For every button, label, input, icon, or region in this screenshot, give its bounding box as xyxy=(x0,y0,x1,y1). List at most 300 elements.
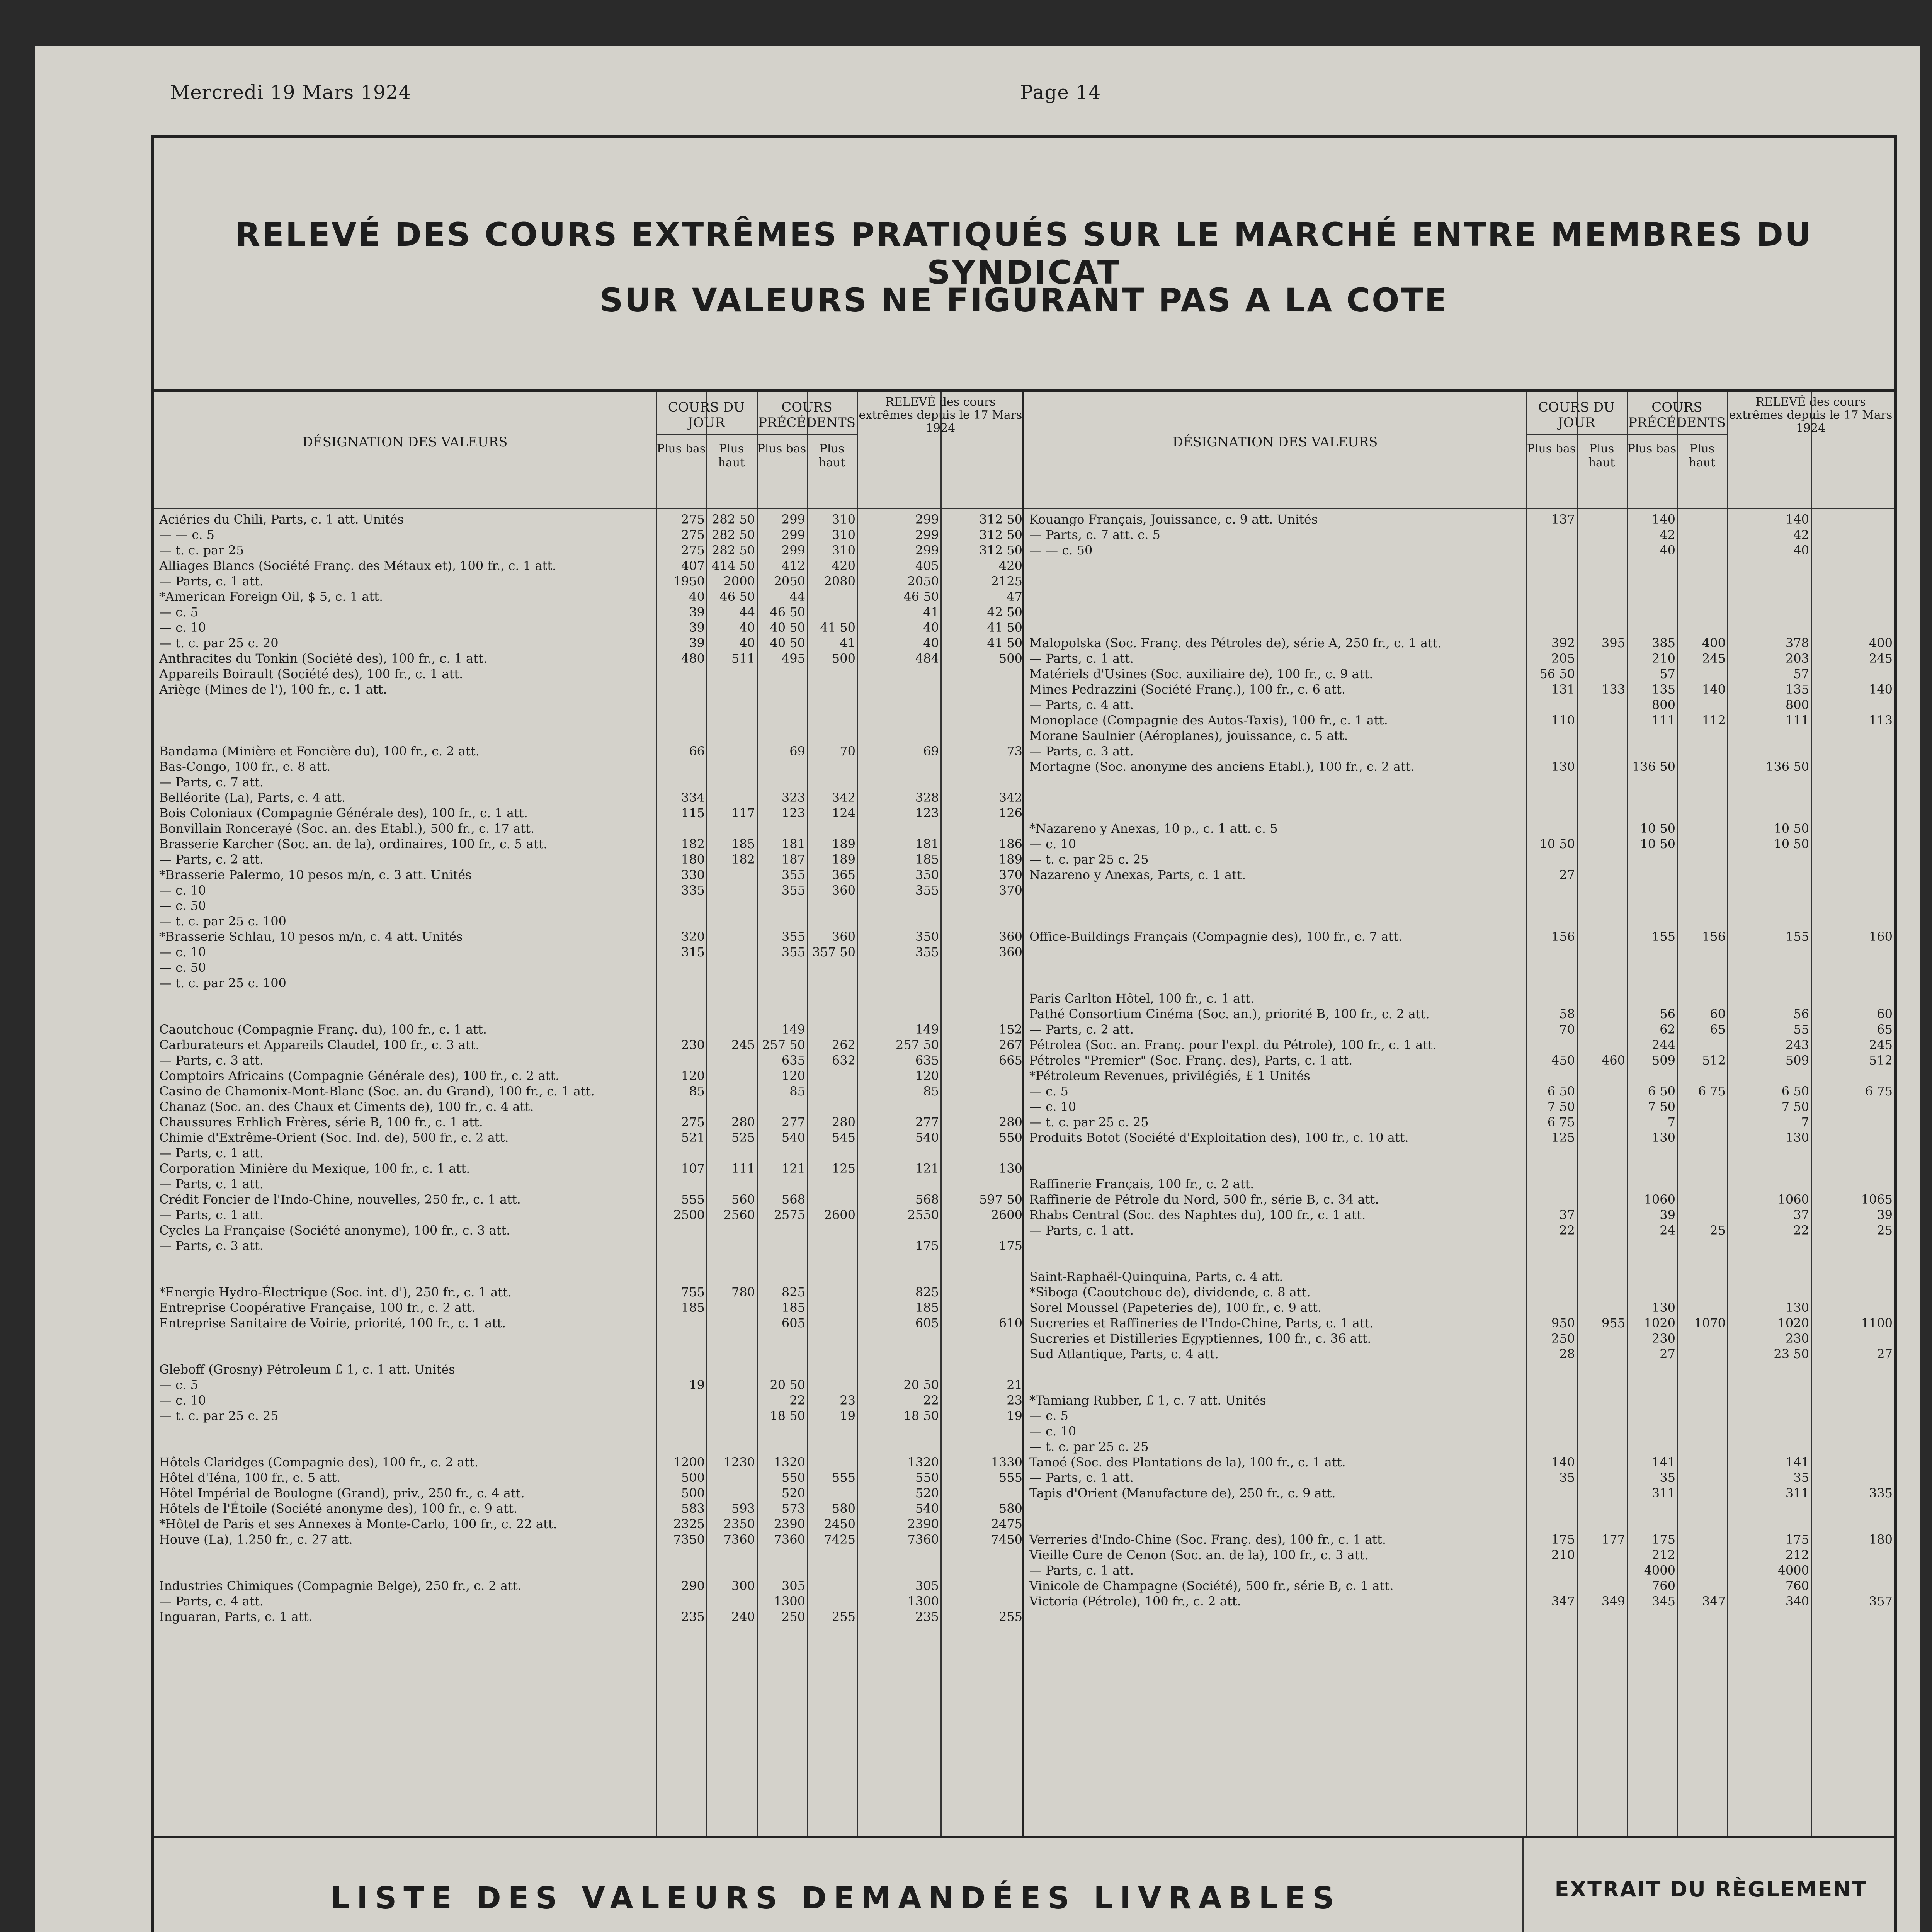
row-value xyxy=(857,1563,940,1578)
table-row xyxy=(154,620,1024,635)
row-value xyxy=(1526,1733,1577,1748)
row-value xyxy=(940,1176,1024,1192)
row-value: 120 xyxy=(915,1068,939,1083)
table-row xyxy=(1024,1501,1894,1516)
row-designation: Sorel Moussel (Papeteries de), 100 fr., c. 9 att. xyxy=(1029,1300,1321,1315)
row-value xyxy=(807,1439,857,1454)
row-value: 378 xyxy=(1785,636,1809,650)
row-value xyxy=(1627,1238,1677,1253)
row-designation xyxy=(1024,1733,1526,1748)
row-value xyxy=(656,960,706,975)
row-value xyxy=(1727,1393,1811,1408)
row-value xyxy=(1727,883,1811,898)
row-value xyxy=(940,960,1024,975)
row-value xyxy=(1577,1284,1627,1300)
row-value xyxy=(940,1563,1024,1578)
row-value: 130 xyxy=(1651,1130,1675,1145)
row-value xyxy=(940,682,1024,697)
table-row xyxy=(154,929,1024,944)
table-row xyxy=(154,1454,1024,1470)
row-value: 180 xyxy=(681,852,705,867)
releve-header: RELEVÉ des cours extrêmes depuis le 17 Mars 1924 xyxy=(1729,395,1893,435)
row-value xyxy=(857,1176,940,1192)
table-row xyxy=(1024,1485,1894,1501)
row-value xyxy=(1811,1702,1894,1717)
plus-haut-header: Plus haut xyxy=(718,442,745,469)
row-value xyxy=(807,1362,857,1377)
table-row xyxy=(154,1624,1024,1640)
row-value xyxy=(1727,1176,1811,1192)
row-value: 2390 xyxy=(907,1517,939,1531)
row-value xyxy=(1627,1284,1677,1300)
table-row xyxy=(1024,1207,1894,1223)
table-row xyxy=(1024,1671,1894,1686)
row-designation: Monoplace (Compagnie des Autos-Taxis), 100 fr., c. 1 att. xyxy=(1029,713,1388,728)
row-value xyxy=(1811,1068,1894,1083)
table-row xyxy=(1024,805,1894,821)
row-value xyxy=(1526,944,1577,960)
row-value xyxy=(706,1022,757,1037)
row-value: 160 xyxy=(1869,929,1893,944)
row-value: 525 xyxy=(731,1130,755,1145)
row-value xyxy=(757,1624,807,1640)
row-value: 2550 xyxy=(907,1208,939,1222)
table-row xyxy=(154,1686,1024,1702)
row-value xyxy=(857,774,940,790)
row-value xyxy=(1526,1640,1577,1655)
row-value: 244 xyxy=(1651,1037,1675,1052)
row-value xyxy=(1677,620,1727,635)
row-value: 39 xyxy=(689,605,705,619)
row-value xyxy=(1526,1439,1577,1454)
row-value xyxy=(1811,790,1894,805)
row-value xyxy=(940,898,1024,913)
row-value xyxy=(1811,743,1894,759)
row-value: 299 xyxy=(781,527,805,542)
row-value xyxy=(757,960,807,975)
row-value xyxy=(656,1269,706,1284)
row-value xyxy=(1677,1238,1727,1253)
row-value xyxy=(940,1145,1024,1161)
row-value xyxy=(1627,1439,1677,1454)
row-value: 85 xyxy=(689,1084,705,1099)
row-value xyxy=(807,1563,857,1578)
row-designation xyxy=(154,728,656,743)
row-value xyxy=(1727,589,1811,604)
row-value: 245 xyxy=(1702,651,1726,666)
table-row xyxy=(1024,1053,1894,1068)
row-value xyxy=(757,1423,807,1439)
row-value: 7360 xyxy=(907,1532,939,1547)
table-row xyxy=(1024,1145,1894,1161)
row-value xyxy=(1811,1238,1894,1253)
row-value: 573 xyxy=(781,1501,805,1516)
row-value xyxy=(1627,774,1677,790)
row-value xyxy=(706,991,757,1006)
row-value: 39 xyxy=(689,620,705,635)
table-row xyxy=(1024,666,1894,682)
row-value: 10 50 xyxy=(1640,837,1675,851)
row-value xyxy=(940,1068,1024,1083)
plus-haut-header: Plus haut xyxy=(818,442,845,469)
row-value: 280 xyxy=(832,1115,855,1129)
table-row xyxy=(1024,728,1894,743)
row-value: 27 xyxy=(1559,867,1575,882)
table-row xyxy=(154,1578,1024,1594)
row-value xyxy=(1627,620,1677,635)
row-value: 755 xyxy=(681,1285,705,1299)
row-value xyxy=(1627,1393,1677,1408)
row-designation: Appareils Boirault (Société des), 100 fr., c. 1 att. xyxy=(159,667,463,681)
row-value: 2575 xyxy=(774,1208,805,1222)
row-value xyxy=(1727,1253,1811,1269)
row-designation: — c. 5 xyxy=(159,605,198,619)
row-value xyxy=(1526,1192,1577,1207)
table-row xyxy=(154,682,1024,697)
row-value: 315 xyxy=(681,945,705,959)
row-value: 112 xyxy=(1702,713,1726,728)
row-value: 24 xyxy=(1660,1223,1675,1238)
row-value: 175 xyxy=(1651,1532,1675,1547)
row-value xyxy=(1526,1393,1577,1408)
table-row xyxy=(154,1655,1024,1671)
table-row xyxy=(1024,682,1894,697)
table-row xyxy=(1024,774,1894,790)
row-value xyxy=(807,1454,857,1470)
row-value: 1070 xyxy=(1694,1316,1726,1330)
row-value xyxy=(706,1485,757,1501)
row-value: 230 xyxy=(681,1037,705,1052)
row-value xyxy=(940,1253,1024,1269)
row-value xyxy=(656,1423,706,1439)
table-row xyxy=(1024,790,1894,805)
row-value: 189 xyxy=(998,852,1022,867)
row-value: 7450 xyxy=(991,1532,1022,1547)
row-value xyxy=(857,666,940,682)
row-value: 23 50 xyxy=(1774,1347,1809,1361)
table-row xyxy=(1024,1717,1894,1733)
row-value xyxy=(1577,543,1627,558)
row-value xyxy=(1577,1300,1627,1315)
table-row xyxy=(1024,604,1894,620)
row-value xyxy=(807,1686,857,1702)
row-value: 275 xyxy=(681,512,705,527)
row-value xyxy=(1526,991,1577,1006)
row-value xyxy=(706,697,757,713)
row-value xyxy=(1577,512,1627,527)
row-value: 25 xyxy=(1710,1223,1726,1238)
row-value xyxy=(1627,852,1677,867)
row-value: 121 xyxy=(781,1161,805,1176)
row-value xyxy=(1577,1748,1627,1764)
row-value xyxy=(1577,790,1627,805)
row-designation xyxy=(154,1563,656,1578)
row-value xyxy=(1577,713,1627,728)
table-row xyxy=(1024,759,1894,774)
row-value xyxy=(656,913,706,929)
row-value xyxy=(807,604,857,620)
plus-haut-header: Plus haut xyxy=(1689,442,1716,469)
row-value xyxy=(940,1346,1024,1362)
row-value: 41 50 xyxy=(820,620,855,635)
row-value xyxy=(807,1145,857,1161)
row-value xyxy=(807,1022,857,1037)
row-value: 632 xyxy=(832,1053,855,1068)
row-value: 2475 xyxy=(991,1517,1022,1531)
row-value xyxy=(1577,1253,1627,1269)
row-value xyxy=(757,1331,807,1346)
table-row xyxy=(154,1408,1024,1423)
row-value: 2350 xyxy=(723,1517,755,1531)
table-row xyxy=(154,1207,1024,1223)
row-value xyxy=(757,1671,807,1686)
row-value: 120 xyxy=(681,1068,705,1083)
row-value: 312 50 xyxy=(979,512,1022,527)
row-value: 120 xyxy=(781,1068,805,1083)
row-value: 175 xyxy=(1551,1532,1575,1547)
row-value: 760 xyxy=(1651,1578,1675,1593)
row-value xyxy=(807,1594,857,1609)
row-value xyxy=(1677,821,1727,836)
row-value xyxy=(1727,1408,1811,1423)
row-value: 305 xyxy=(781,1578,805,1593)
row-designation: — Parts, c. 4 att. xyxy=(1029,697,1134,712)
row-value: 21 xyxy=(1007,1378,1022,1392)
row-value xyxy=(656,713,706,728)
row-value: 10 50 xyxy=(1539,837,1575,851)
row-value: 23 xyxy=(1007,1393,1022,1408)
row-value xyxy=(1526,1485,1577,1501)
row-value xyxy=(1577,1454,1627,1470)
table-row xyxy=(154,1315,1024,1331)
row-designation xyxy=(1024,805,1526,821)
page-date: Mercredi 19 Mars 1924 xyxy=(170,81,412,104)
row-value: 243 xyxy=(1785,1037,1809,1052)
row-designation: Malopolska (Soc. Franç. des Pétroles de), série A, 250 fr., c. 1 att. xyxy=(1029,636,1442,650)
row-value xyxy=(807,1284,857,1300)
row-value: 1020 xyxy=(1777,1316,1809,1330)
row-value xyxy=(706,1269,757,1284)
row-value xyxy=(857,1671,940,1686)
row-value xyxy=(1526,1161,1577,1176)
row-designation: — t. c. par 25 c. 20 xyxy=(159,636,279,650)
row-value xyxy=(1577,1501,1627,1516)
row-value xyxy=(1577,573,1627,589)
row-value: 182 xyxy=(731,852,755,867)
table-row xyxy=(1024,1516,1894,1532)
row-value xyxy=(1727,1377,1811,1393)
row-designation xyxy=(1024,1516,1526,1532)
cours-du-jour-header: COURS DU JOUR xyxy=(668,400,745,430)
row-value: 4000 xyxy=(1777,1563,1809,1578)
row-value xyxy=(1577,1207,1627,1223)
table-row xyxy=(1024,1423,1894,1439)
row-designation xyxy=(154,697,656,713)
row-value xyxy=(1526,1176,1577,1192)
row-value: 605 xyxy=(781,1316,805,1330)
row-value: 40 xyxy=(923,636,939,650)
row-designation xyxy=(1024,604,1526,620)
row-value: 1320 xyxy=(774,1455,805,1469)
row-value xyxy=(1577,1408,1627,1423)
row-value xyxy=(1577,1346,1627,1362)
row-value xyxy=(1577,1068,1627,1083)
row-value xyxy=(706,1671,757,1686)
row-designation xyxy=(154,1733,656,1748)
row-value xyxy=(706,1331,757,1346)
row-value: 113 xyxy=(1869,713,1893,728)
row-value: 312 50 xyxy=(979,527,1022,542)
row-value xyxy=(1677,1547,1727,1563)
row-value: 7 xyxy=(1801,1115,1809,1129)
table-row xyxy=(1024,1563,1894,1578)
row-value xyxy=(807,1702,857,1717)
row-designation: Entreprise Sanitaire de Voirie, priorité, 100 fr., c. 1 att. xyxy=(159,1316,506,1330)
row-value xyxy=(1526,1377,1577,1393)
row-value xyxy=(706,1377,757,1393)
table-row xyxy=(154,1501,1024,1516)
row-value xyxy=(1526,728,1577,743)
row-value xyxy=(1577,1671,1627,1686)
row-value xyxy=(706,1300,757,1315)
row-value: 115 xyxy=(681,806,705,820)
row-value xyxy=(807,1547,857,1563)
table-row xyxy=(1024,975,1894,991)
row-value: 299 xyxy=(781,512,805,527)
header-rule xyxy=(656,434,857,435)
row-value: 47 xyxy=(1007,589,1022,604)
row-value xyxy=(757,682,807,697)
row-value xyxy=(1577,1037,1627,1053)
plus-bas-header: Plus bas xyxy=(1527,442,1576,456)
row-value xyxy=(1526,852,1577,867)
row-value: 18 50 xyxy=(770,1408,805,1423)
row-value: 509 xyxy=(1785,1053,1809,1068)
row-value: 342 xyxy=(998,790,1022,805)
row-value: 6 50 xyxy=(1547,1084,1575,1099)
row-designation: Office-Buildings Français (Compagnie des), 100 fr., c. 7 att. xyxy=(1029,929,1403,944)
row-value: 40 xyxy=(689,589,705,604)
main-title: RELEVÉ DES COURS EXTRÊMES PRATIQUÉS SUR LE MARCHÉ ENTRE MEMBRES DU SYNDICAT xyxy=(235,216,1813,291)
row-value xyxy=(1526,558,1577,573)
row-value: 545 xyxy=(832,1130,855,1145)
row-value xyxy=(1577,651,1627,666)
row-value: 250 xyxy=(1551,1331,1575,1346)
row-value: 210 xyxy=(1651,651,1675,666)
row-value: 277 xyxy=(915,1115,939,1129)
row-value xyxy=(1577,1578,1627,1594)
row-value: 1200 xyxy=(673,1455,705,1469)
row-value xyxy=(940,713,1024,728)
row-designation: Industries Chimiques (Compagnie Belge), 250 fr., c. 2 att. xyxy=(159,1578,522,1593)
row-value xyxy=(1677,913,1727,929)
row-value: 1060 xyxy=(1777,1192,1809,1207)
row-value xyxy=(1677,604,1727,620)
table-row xyxy=(1024,1114,1894,1130)
row-value xyxy=(940,1578,1024,1594)
row-value xyxy=(1627,1671,1677,1686)
row-designation: Raffinerie Français, 100 fr., c. 2 att. xyxy=(1029,1177,1254,1191)
row-value xyxy=(1577,1145,1627,1161)
row-value: 135 xyxy=(1785,682,1809,697)
table-row xyxy=(154,573,1024,589)
table-row xyxy=(154,944,1024,960)
row-designation: Hôtel d'Iéna, 100 fr., c. 5 att. xyxy=(159,1470,341,1485)
table-row xyxy=(154,1022,1024,1037)
row-value xyxy=(1526,589,1577,604)
row-value xyxy=(1627,960,1677,975)
row-value xyxy=(1677,867,1727,883)
row-value xyxy=(656,1022,706,1037)
row-value xyxy=(1727,1655,1811,1671)
row-value xyxy=(706,682,757,697)
row-value: 136 50 xyxy=(1766,759,1809,774)
row-value: 355 xyxy=(915,945,939,959)
row-value xyxy=(1627,913,1677,929)
row-designation xyxy=(1024,883,1526,898)
row-value: 495 xyxy=(781,651,805,666)
row-designation xyxy=(1024,1748,1526,1764)
row-value xyxy=(656,682,706,697)
row-value xyxy=(757,821,807,836)
row-designation xyxy=(154,1006,656,1022)
row-designation xyxy=(154,1547,656,1563)
table-row xyxy=(1024,620,1894,635)
row-value xyxy=(1677,1068,1727,1083)
row-value: 175 xyxy=(915,1238,939,1253)
row-value xyxy=(1526,1362,1577,1377)
row-value xyxy=(1627,1377,1677,1393)
row-designation: Bas-Congo, 100 fr., c. 8 att. xyxy=(159,759,331,774)
row-value xyxy=(1577,604,1627,620)
row-value xyxy=(940,1300,1024,1315)
row-value xyxy=(1811,1748,1894,1764)
row-designation: Sud Atlantique, Parts, c. 4 att. xyxy=(1029,1347,1219,1361)
row-value xyxy=(807,1253,857,1269)
row-value xyxy=(1677,1748,1727,1764)
row-value xyxy=(1577,666,1627,682)
table-row xyxy=(1024,1238,1894,1253)
row-value xyxy=(807,759,857,774)
courses-table xyxy=(154,389,1894,1838)
row-value: 212 xyxy=(1785,1548,1809,1562)
row-value xyxy=(857,728,940,743)
row-value xyxy=(1727,898,1811,913)
row-value: 334 xyxy=(681,790,705,805)
row-value xyxy=(1627,1362,1677,1377)
row-value xyxy=(1627,883,1677,898)
row-designation: — t. c. par 25 c. 25 xyxy=(1029,1115,1149,1129)
row-value xyxy=(1627,1161,1677,1176)
row-value: 185 xyxy=(781,1300,805,1315)
plus-bas-header: Plus bas xyxy=(1627,442,1677,456)
row-value xyxy=(1577,558,1627,573)
cours-precedents-header: COURS PRÉCÉDENTS xyxy=(1628,400,1726,430)
row-value: 509 xyxy=(1651,1053,1675,1068)
row-value: 255 xyxy=(998,1609,1022,1624)
row-value xyxy=(807,898,857,913)
row-value xyxy=(1526,1563,1577,1578)
row-value xyxy=(1727,944,1811,960)
row-value xyxy=(1677,543,1727,558)
table-row xyxy=(1024,1083,1894,1099)
row-value xyxy=(1811,960,1894,975)
row-value xyxy=(757,666,807,682)
row-value: 135 xyxy=(1651,682,1675,697)
table-row xyxy=(1024,1470,1894,1485)
row-value xyxy=(1526,1408,1577,1423)
table-row xyxy=(1024,1284,1894,1300)
